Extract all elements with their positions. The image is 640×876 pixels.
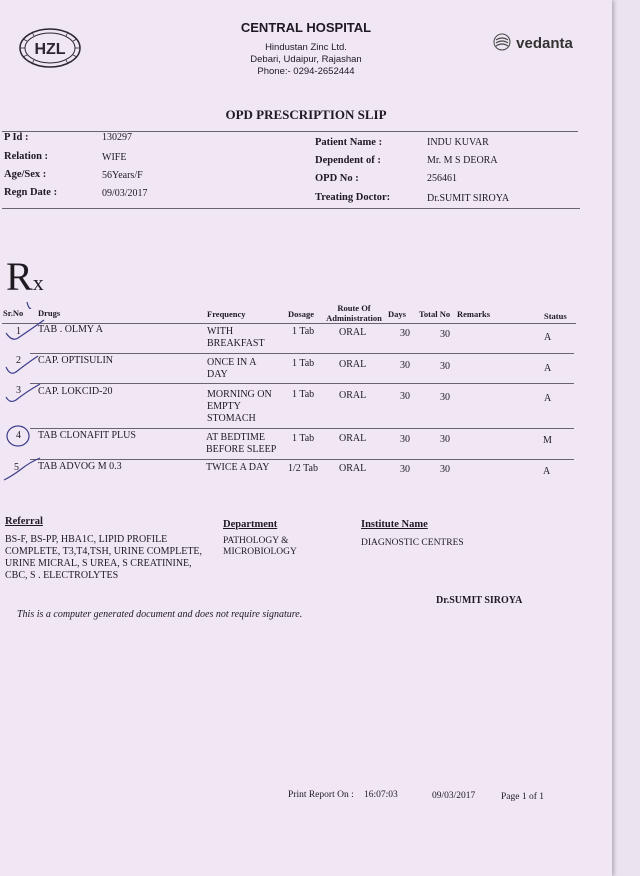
row-1-route: ORAL	[339, 327, 367, 338]
row-2-dosage: 1 Tab	[292, 358, 315, 369]
col-header-route-1: Route Of	[337, 303, 371, 313]
row-3-freq-3: STOMACH	[207, 413, 256, 424]
col-header-status: Status	[544, 311, 567, 321]
print-report-label: Print Report On :	[288, 790, 354, 800]
row-2-days: 30	[400, 360, 410, 371]
row-4-dosage: 1 Tab	[292, 433, 315, 444]
row-5-status: A	[543, 466, 551, 477]
divider	[2, 208, 580, 209]
department-heading: Department	[223, 519, 278, 530]
treating-doctor-value: Dr.SUMIT SIROYA	[427, 193, 510, 204]
svg-text:HZL: HZL	[34, 41, 66, 58]
row-1-total: 30	[440, 329, 450, 340]
col-header-dosage: Dosage	[288, 309, 314, 319]
referral-line-2: COMPLETE, T3,T4,TSH, URINE COMPLETE,	[5, 546, 203, 557]
row-5-srno: 5	[14, 462, 19, 473]
row-3-status: A	[544, 393, 552, 404]
row-2-drug: CAP. OPTISULIN	[38, 355, 114, 366]
vedanta-text: vedanta	[516, 35, 573, 52]
row-1-freq-1: WITH	[207, 326, 234, 337]
vedanta-brand	[492, 32, 573, 52]
col-header-total: Total No	[419, 309, 451, 319]
hospital-address: Debari, Udaipur, Rajashan	[250, 54, 362, 65]
agesex-label: Age/Sex :	[4, 169, 47, 180]
print-time: 16:07:03	[364, 790, 398, 800]
row-divider	[30, 428, 574, 429]
row-divider	[30, 353, 574, 354]
col-header-srno: Sr.No	[3, 308, 24, 318]
row-4-status: M	[543, 435, 552, 446]
row-4-srno: 4	[16, 430, 21, 441]
rx-x: x	[32, 270, 44, 295]
disclaimer-text: This is a computer generated document and does not require signature.	[17, 609, 303, 620]
referral-heading: Referral	[5, 516, 43, 527]
relation-label: Relation :	[4, 151, 49, 162]
patient-name-value: INDU KUVAR	[427, 137, 489, 148]
vedanta-logo-icon	[492, 32, 512, 52]
row-2-total: 30	[440, 361, 450, 372]
col-header-drugs: Drugs	[38, 308, 61, 318]
company-name: Hindustan Zinc Ltd.	[265, 42, 347, 53]
row-divider	[30, 383, 574, 384]
row-5-route: ORAL	[339, 463, 367, 474]
row-3-days: 30	[400, 391, 410, 402]
drugs-underline-stroke	[27, 302, 31, 308]
row-3-drug: CAP. LOKCID-20	[38, 386, 113, 397]
department-line-1: PATHOLOGY &	[223, 536, 289, 546]
row-1-status: A	[544, 332, 552, 343]
dependent-value: Mr. M S DEORA	[427, 155, 498, 166]
regn-date-value: 09/03/2017	[102, 188, 148, 199]
row-4-total: 30	[440, 434, 450, 445]
row-divider	[30, 459, 574, 460]
row-3-freq-1: MORNING ON	[207, 389, 272, 400]
department-line-2: MICROBIOLOGY	[223, 547, 297, 557]
col-header-days: Days	[388, 309, 406, 319]
slip-title: OPD PRESCRIPTION SLIP	[225, 107, 387, 122]
regn-date-label: Regn Date :	[4, 187, 58, 198]
row-4-route: ORAL	[339, 433, 367, 444]
referral-line-3: URINE MICRAL, S UREA, S CREATININE,	[5, 558, 192, 569]
row-3-dosage: 1 Tab	[292, 389, 315, 400]
page-number: Page 1 of 1	[501, 792, 545, 802]
row-1-drug: TAB . OLMY A	[38, 324, 103, 335]
rx-symbol	[6, 253, 44, 300]
col-header-route-2: Administration	[326, 313, 382, 323]
row-2-route: ORAL	[339, 359, 367, 370]
pid-label: P Id :	[4, 132, 29, 143]
row-2-freq-1: ONCE IN A	[207, 357, 257, 368]
row-3-route: ORAL	[339, 390, 367, 401]
row-5-freq-1: TWICE A DAY	[206, 462, 270, 473]
row-5-dosage: 1/2 Tab	[288, 463, 318, 474]
patient-name-label: Patient Name :	[315, 137, 383, 148]
dependent-label: Dependent of :	[315, 155, 381, 166]
row-3-freq-2: EMPTY	[207, 401, 241, 412]
row-1-freq-2: BREAKFAST	[207, 338, 265, 349]
treating-doctor-label: Treating Doctor:	[315, 192, 391, 203]
row-4-freq-1: AT BEDTIME	[206, 432, 265, 443]
col-header-frequency: Frequency	[207, 309, 246, 319]
hospital-name: CENTRAL HOSPITAL	[240, 20, 372, 35]
row-5-total: 30	[440, 464, 450, 475]
row-1-srno: 1	[16, 326, 21, 337]
row-2-freq-2: DAY	[207, 369, 228, 380]
institute-name: DIAGNOSTIC CENTRES	[361, 538, 464, 548]
referral-line-4: CBC, S . ELECTROLYTES	[5, 570, 119, 581]
relation-value: WIFE	[102, 152, 127, 163]
opd-no-value: 256461	[427, 173, 457, 184]
opd-no-label: OPD No :	[315, 173, 359, 184]
row-1-dosage: 1 Tab	[292, 326, 315, 337]
rx-r: R	[6, 254, 33, 299]
pid-value: 130297	[102, 132, 132, 143]
row-4-drug: TAB CLONAFIT PLUS	[38, 430, 136, 441]
referral-line-1: BS-F, BS-PP, HBA1C, LIPID PROFILE	[5, 534, 168, 545]
hospital-phone: Phone:- 0294-2652444	[257, 66, 355, 77]
row-5-drug: TAB ADVOG M 0.3	[38, 461, 122, 472]
row-2-status: A	[544, 363, 552, 374]
institute-heading: Institute Name	[361, 519, 428, 530]
divider	[2, 131, 578, 132]
row-4-days: 30	[400, 434, 410, 445]
row-3-srno: 3	[16, 385, 21, 396]
print-date: 09/03/2017	[432, 791, 476, 801]
row-4-freq-2: BEFORE SLEEP	[206, 444, 277, 455]
row-1-days: 30	[400, 328, 410, 339]
row-2-srno: 2	[16, 355, 21, 366]
row-5-days: 30	[400, 464, 410, 475]
col-header-remarks: Remarks	[457, 309, 491, 319]
agesex-value: 56Years/F	[102, 170, 143, 181]
row-3-total: 30	[440, 392, 450, 403]
signature-doctor-name: Dr.SUMIT SIROYA	[436, 595, 523, 606]
